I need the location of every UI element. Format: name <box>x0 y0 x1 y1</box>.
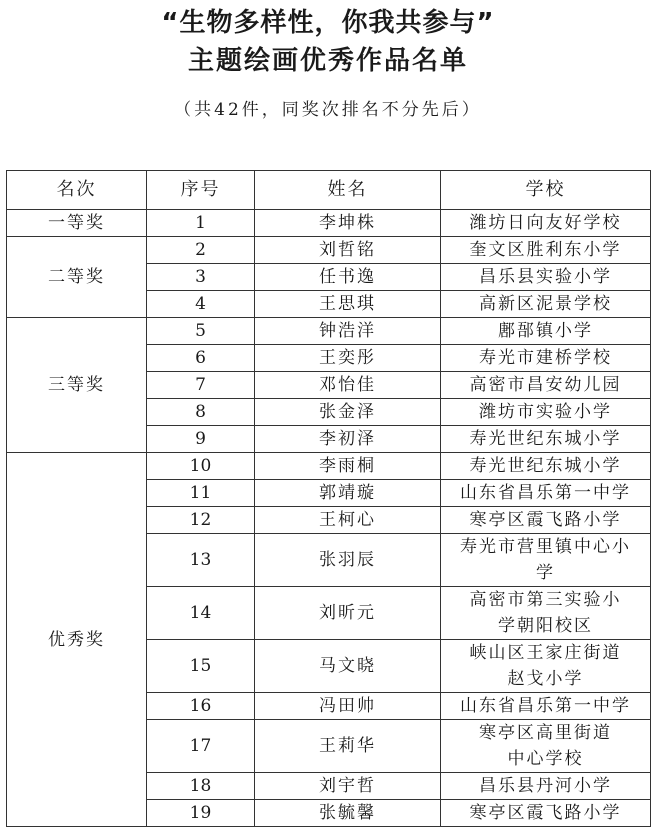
entry-number-cell: 9 <box>147 426 255 453</box>
student-name-cell: 钟浩洋 <box>255 318 441 345</box>
column-header-school: 学校 <box>441 171 651 210</box>
award-level-cell: 三等奖 <box>7 318 147 453</box>
student-name-cell: 张毓馨 <box>255 800 441 827</box>
school-cell: 寿光世纪东城小学 <box>441 453 651 480</box>
student-name-cell: 李坤株 <box>255 210 441 237</box>
entry-number-cell: 12 <box>147 507 255 534</box>
document-title-line2: 主题绘画优秀作品名单 <box>187 46 468 76</box>
table-row <box>7 453 651 480</box>
entry-number-cell: 10 <box>147 453 255 480</box>
student-name-cell: 冯田帅 <box>255 693 441 720</box>
column-header-number: 序号 <box>147 171 255 210</box>
entry-number-cell: 2 <box>147 237 255 264</box>
student-name-cell: 王思琪 <box>255 291 441 318</box>
student-name-cell: 王莉华 <box>255 720 441 773</box>
entry-number-cell: 11 <box>147 480 255 507</box>
student-name-cell: 刘昕元 <box>255 587 441 640</box>
column-header-name: 姓名 <box>255 171 441 210</box>
entry-number-cell: 15 <box>147 640 255 693</box>
school-cell: 寿光市建桥学校 <box>441 345 651 372</box>
student-name-cell: 王柯心 <box>255 507 441 534</box>
table-body <box>7 210 651 827</box>
school-cell: 鄌郚镇小学 <box>441 318 651 345</box>
student-name-cell: 刘宇哲 <box>255 773 441 800</box>
school-cell: 潍坊市实验小学 <box>441 399 651 426</box>
table-row <box>7 210 651 237</box>
student-name-cell: 王奕彤 <box>255 345 441 372</box>
school-cell: 寒亭区霞飞路小学 <box>441 507 651 534</box>
school-cell: 寒亭区高里街道 中心学校 <box>441 720 651 773</box>
school-cell: 高新区泥景学校 <box>441 291 651 318</box>
award-level-cell: 二等奖 <box>7 237 147 318</box>
entry-number-cell: 13 <box>147 534 255 587</box>
student-name-cell: 张金泽 <box>255 399 441 426</box>
document-title-line1: “生物多样性，你我共参与” <box>161 8 495 38</box>
column-header-rank: 名次 <box>7 171 147 210</box>
student-name-cell: 郭靖璇 <box>255 480 441 507</box>
school-cell: 寿光世纪东城小学 <box>441 426 651 453</box>
student-name-cell: 任书逸 <box>255 264 441 291</box>
entry-number-cell: 14 <box>147 587 255 640</box>
document-subtitle: （共42件，同奖次排名不分先后） <box>174 100 482 120</box>
entry-number-cell: 4 <box>147 291 255 318</box>
student-name-cell: 邓怡佳 <box>255 372 441 399</box>
entry-number-cell: 3 <box>147 264 255 291</box>
entry-number-cell: 19 <box>147 800 255 827</box>
student-name-cell: 刘哲铭 <box>255 237 441 264</box>
school-cell: 奎文区胜利东小学 <box>441 237 651 264</box>
entry-number-cell: 16 <box>147 693 255 720</box>
school-cell: 山东省昌乐第一中学 <box>441 480 651 507</box>
awards-table <box>6 170 651 827</box>
school-cell: 昌乐县实验小学 <box>441 264 651 291</box>
school-cell: 山东省昌乐第一中学 <box>441 693 651 720</box>
entry-number-cell: 1 <box>147 210 255 237</box>
school-cell: 寒亭区霞飞路小学 <box>441 800 651 827</box>
student-name-cell: 马文晓 <box>255 640 441 693</box>
school-cell: 寿光市营里镇中心小 学 <box>441 534 651 587</box>
entry-number-cell: 5 <box>147 318 255 345</box>
entry-number-cell: 7 <box>147 372 255 399</box>
school-cell: 昌乐县丹河小学 <box>441 773 651 800</box>
table-row <box>7 318 651 345</box>
school-cell: 潍坊日向友好学校 <box>441 210 651 237</box>
table-header-row <box>7 171 651 210</box>
award-level-cell: 一等奖 <box>7 210 147 237</box>
table-row <box>7 237 651 264</box>
school-cell: 高密市第三实验小 学朝阳校区 <box>441 587 651 640</box>
entry-number-cell: 6 <box>147 345 255 372</box>
student-name-cell: 张羽辰 <box>255 534 441 587</box>
award-level-cell: 优秀奖 <box>7 453 147 827</box>
student-name-cell: 李雨桐 <box>255 453 441 480</box>
entry-number-cell: 18 <box>147 773 255 800</box>
school-cell: 峡山区王家庄街道 赵戈小学 <box>441 640 651 693</box>
entry-number-cell: 8 <box>147 399 255 426</box>
student-name-cell: 李初泽 <box>255 426 441 453</box>
entry-number-cell: 17 <box>147 720 255 773</box>
school-cell: 高密市昌安幼儿园 <box>441 372 651 399</box>
